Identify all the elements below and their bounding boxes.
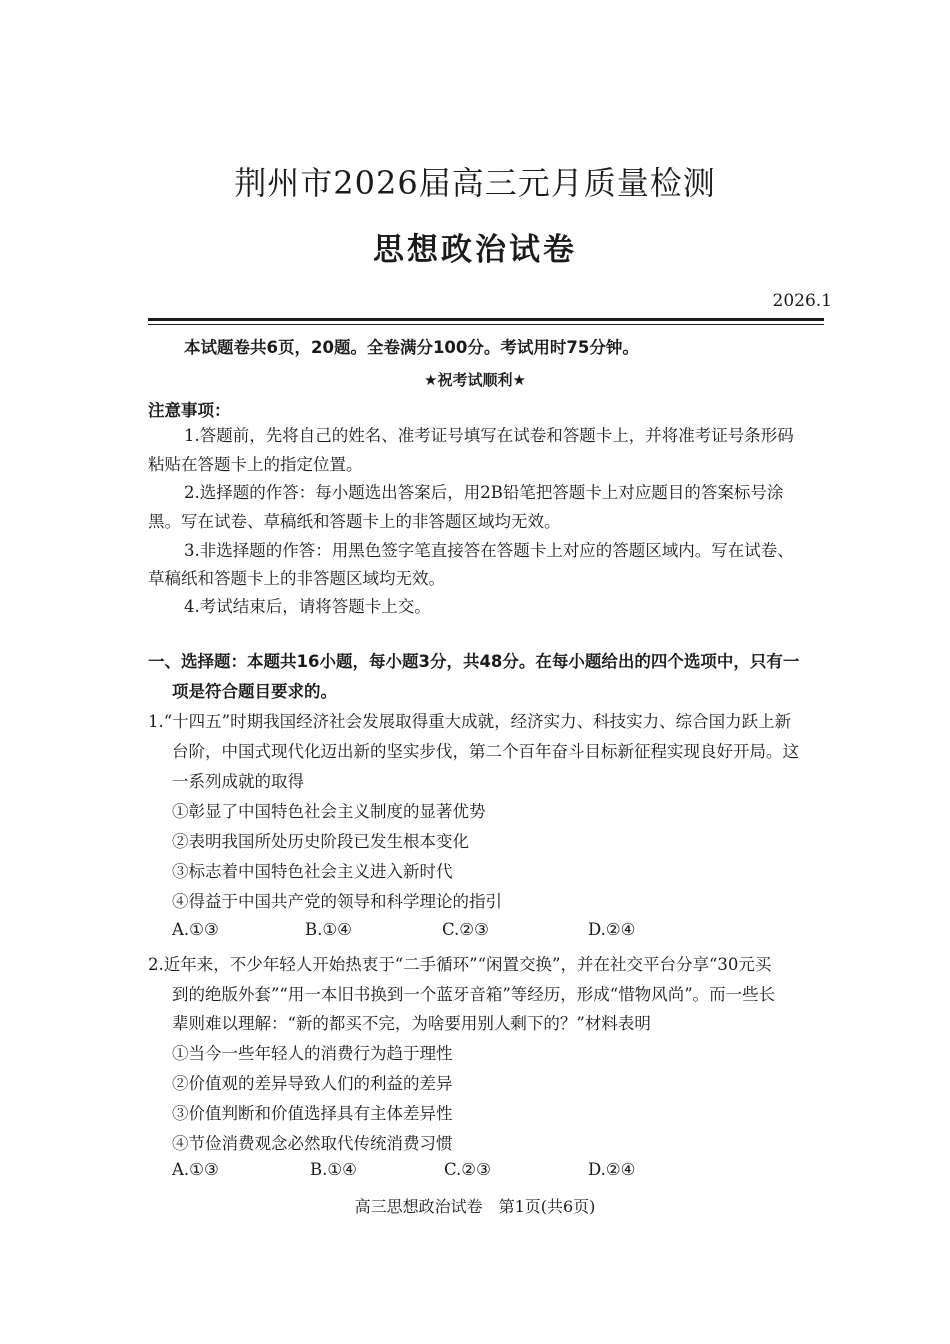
exam-date: 2026.1 — [772, 291, 832, 311]
question-1-option-d: D.②④ — [588, 920, 636, 939]
note-2-line-2: 黑。写在试卷、草稿纸和答题卡上的非答题区域均无效。 — [148, 512, 561, 531]
question-1-statement-2: ②表明我国所处历史阶段已发生根本变化 — [172, 832, 469, 851]
section-1-heading-line-1: 一、选择题：本题共16小题，每小题3分，共48分。在每小题给出的四个选项中，只有一 — [148, 652, 800, 671]
question-1-stem-line-1: 1.“十四五”时期我国经济社会发展取得重大成就，经济实力、科技实力、综合国力跃上新 — [148, 712, 792, 731]
header-rule-thin — [148, 324, 824, 325]
question-2-statement-1: ①当今一些年轻人的消费行为趋于理性 — [172, 1044, 453, 1063]
question-1-option-b: B.①④ — [305, 920, 352, 939]
note-1-line-2: 粘贴在答题卡上的指定位置。 — [148, 455, 363, 474]
question-1-statement-4: ④得益于中国共产党的领导和科学理论的指引 — [172, 892, 502, 911]
exam-subject-title: 思想政治试卷 — [373, 232, 577, 268]
question-1-statement-3: ③标志着中国特色社会主义进入新时代 — [172, 862, 453, 881]
question-2-stem-line-1: 2.近年来，不少年轻人开始热衷于“二手循环”“闲置交换”，并在社交平台分享“30元买 — [148, 955, 772, 974]
question-1-statement-1: ①彰显了中国特色社会主义制度的显著优势 — [172, 802, 486, 821]
exam-summary: 本试题卷共6页，20题。全卷满分100分。考试用时75分钟。 — [184, 338, 639, 357]
question-2-statement-4: ④节俭消费观念必然取代传统消费习惯 — [172, 1134, 453, 1153]
question-2-stem-line-2: 到的绝版外套”“用一本旧书换到一个蓝牙音箱”等经历，形成“惜物风尚”。而一些长 — [172, 985, 776, 1004]
exam-title: 荆州市2026届高三元月质量检测 — [234, 164, 716, 202]
note-3-line-1: 3.非选择题的作答：用黑色签字笔直接答在答题卡上对应的答题区域内。写在试卷、 — [184, 541, 794, 560]
question-2-option-a: A.①③ — [172, 1160, 219, 1179]
note-4-line-1: 4.考试结束后，请将答题卡上交。 — [184, 597, 431, 616]
question-1-stem-line-2: 台阶，中国式现代化迈出新的坚实步伐，第二个百年奋斗目标新征程实现良好开局。这 — [172, 742, 799, 761]
note-1-line-1: 1.答题前，先将自己的姓名、准考证号填写在试卷和答题卡上，并将准考证号条形码 — [184, 426, 794, 445]
question-2-statement-3: ③价值判断和价值选择具有主体差异性 — [172, 1104, 453, 1123]
question-2-statement-2: ②价值观的差异导致人们的利益的差异 — [172, 1074, 453, 1093]
question-1-option-a: A.①③ — [172, 920, 219, 939]
note-2-line-1: 2.选择题的作答：每小题选出答案后，用2B铅笔把答题卡上对应题目的答案标号涂 — [184, 483, 784, 502]
good-luck-wish: ★祝考试顺利★ — [424, 371, 526, 389]
question-1-stem-line-3: 一系列成就的取得 — [172, 772, 304, 791]
notes-heading: 注意事项： — [148, 401, 231, 420]
header-rule-thick — [148, 318, 824, 321]
question-2-stem-line-3: 辈则难以理解：“新的都买不完，为啥要用别人剩下的？”材料表明 — [172, 1014, 651, 1033]
question-2-option-c: C.②③ — [444, 1160, 491, 1179]
question-1-option-c: C.②③ — [442, 920, 489, 939]
section-1-heading-line-2: 项是符合题目要求的。 — [172, 682, 337, 701]
page-footer: 高三思想政治试卷 第1页(共6页) — [354, 1197, 596, 1216]
question-2-option-d: D.②④ — [588, 1160, 636, 1179]
question-2-option-b: B.①④ — [310, 1160, 357, 1179]
note-3-line-2: 草稿纸和答题卡上的非答题区域均无效。 — [148, 569, 445, 588]
